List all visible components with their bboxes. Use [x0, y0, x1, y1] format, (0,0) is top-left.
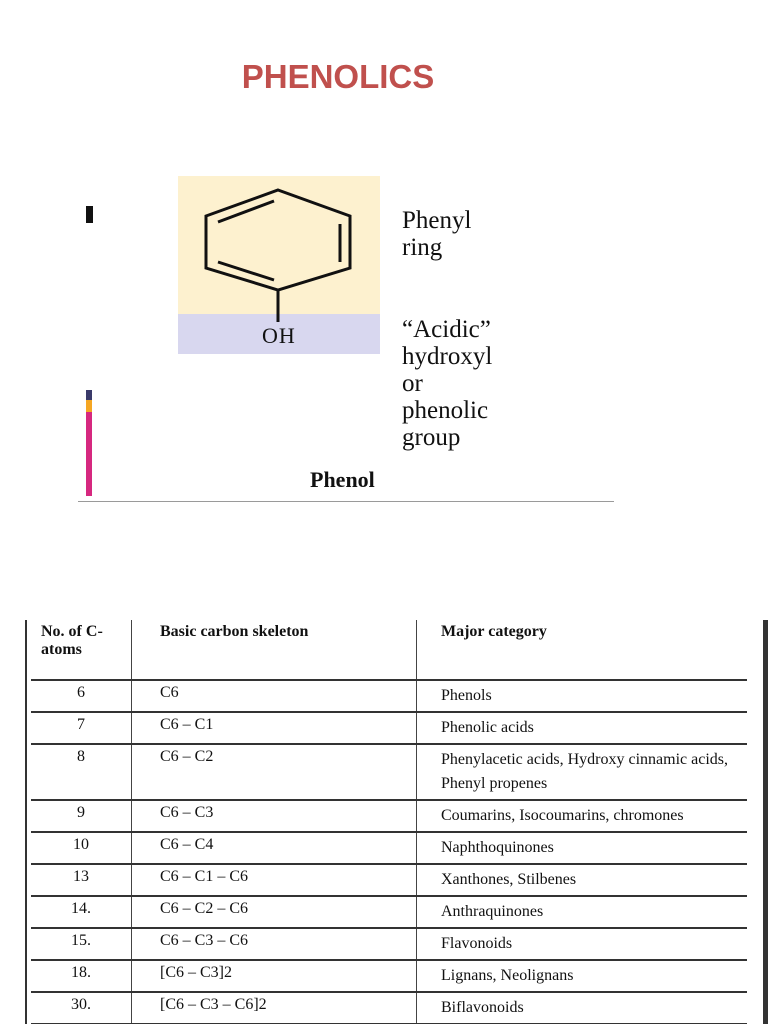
cell-category: Phenylacetic acids, Hydroxy cinnamic acids, Phenyl propenes	[441, 751, 729, 792]
accent-segment-top	[86, 390, 92, 400]
cell-skeleton: C6 – C1 – C6	[132, 864, 417, 896]
table-row	[31, 832, 747, 864]
phenyl-ring-label	[402, 207, 471, 261]
cell-carbon-atoms: 6	[31, 680, 132, 712]
cell-skeleton: C6 – C2	[132, 744, 417, 800]
phenol-structure-diagram	[178, 176, 380, 354]
cell-carbon-atoms: 13	[31, 864, 132, 896]
accent-segment-orange	[86, 400, 92, 412]
cell-skeleton: C6 – C2 – C6	[132, 896, 417, 928]
page-title: PHENOLICS	[241, 58, 435, 95]
cell-skeleton: [C6 – C3 – C6]2	[132, 992, 417, 1024]
cell-carbon-atoms: 15.	[31, 928, 132, 960]
cell-skeleton: C6 – C1	[132, 712, 417, 744]
cell-category: Biflavonoids	[441, 999, 524, 1016]
header-carbon-skeleton: Basic carbon skeleton	[132, 620, 417, 680]
accent-bar	[86, 390, 92, 496]
cell-skeleton: [C6 – C3]2	[132, 960, 417, 992]
table-row	[31, 992, 747, 1024]
acidic-hydroxyl-label	[402, 316, 492, 451]
table-row	[31, 960, 747, 992]
cell-category: Anthraquinones	[441, 903, 544, 920]
cell-carbon-atoms: 7	[31, 712, 132, 744]
cell-category: Flavonoids	[441, 935, 513, 952]
classification-table	[31, 620, 747, 1024]
label-line: ring	[402, 234, 443, 261]
cell-skeleton: C6 – C3 – C6	[132, 928, 417, 960]
header-major-category: Major category	[441, 623, 547, 640]
cell-category: Phenolic acids	[441, 719, 534, 736]
table-row	[31, 712, 747, 744]
label-line: Phenyl	[402, 207, 472, 234]
table-row	[31, 896, 747, 928]
cell-carbon-atoms: 10	[31, 832, 132, 864]
table-row	[31, 800, 747, 832]
table-row	[31, 744, 747, 800]
diagram-caption: Phenol	[310, 467, 375, 492]
header-carbon-atoms: No. of C-atoms	[31, 620, 132, 680]
cell-category: Coumarins, Isocoumarins, chromones	[441, 807, 684, 824]
table-header-row	[31, 620, 747, 680]
cell-carbon-atoms: 18.	[31, 960, 132, 992]
cell-category: Xanthones, Stilbenes	[441, 871, 577, 888]
cell-category: Phenols	[441, 687, 492, 704]
label-line: or	[402, 370, 423, 397]
divider	[78, 501, 614, 502]
hydroxyl-label: OH	[262, 323, 296, 348]
cell-carbon-atoms: 9	[31, 800, 132, 832]
cell-carbon-atoms: 30.	[31, 992, 132, 1024]
cell-carbon-atoms: 8	[31, 744, 132, 800]
bullet-mark	[86, 206, 93, 223]
cell-skeleton: C6 – C4	[132, 832, 417, 864]
cell-skeleton: C6 – C3	[132, 800, 417, 832]
table-row	[31, 928, 747, 960]
cell-category: Lignans, Neolignans	[441, 967, 574, 984]
cell-category: Naphthoquinones	[441, 839, 554, 856]
label-line: hydroxyl	[402, 343, 493, 370]
phenolics-classification-table	[25, 620, 768, 1024]
table-row	[31, 680, 747, 712]
label-line: phenolic	[402, 397, 489, 424]
label-line: group	[402, 424, 461, 451]
table-row	[31, 864, 747, 896]
label-line: “Acidic”	[402, 316, 491, 343]
cell-carbon-atoms: 14.	[31, 896, 132, 928]
cell-skeleton: C6	[132, 680, 417, 712]
